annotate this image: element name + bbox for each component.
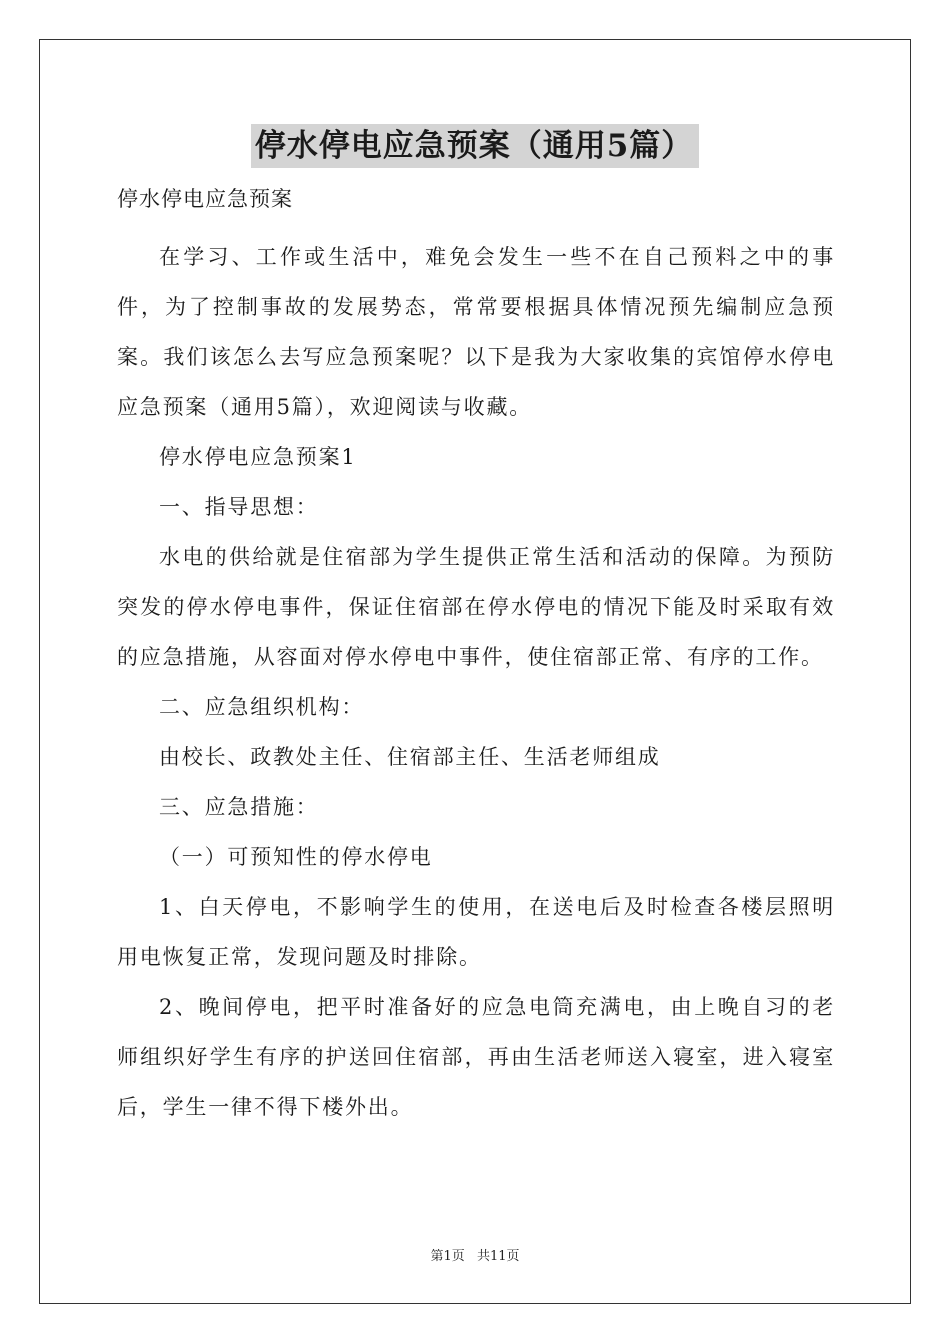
document-body <box>117 232 835 1132</box>
paragraph-organization: 由校长、政教处主任、住宿部主任、生活老师组成 <box>159 745 661 769</box>
paragraph-measure-2: 2、晚间停电，把平时准备好的应急电筒充满电，由上晚自习的老师组织好学生有序的护送回住宿部，再由生活老师送入寝室，进入寝室后，学生一律不得下楼外出。 <box>117 995 835 1119</box>
paragraph-heading-organization: 二、应急组织机构： <box>159 695 365 719</box>
title-wrap <box>0 124 950 168</box>
paragraph-heading-guiding: 一、指导思想： <box>159 495 319 519</box>
document-title: 停水停电应急预案（通用5篇） <box>251 124 700 168</box>
paragraph-measure-1: 1、白天停电，不影响学生的使用，在送电后及时检查各楼层照明用电恢复正常，发现问题及时排除。 <box>117 895 835 969</box>
paragraph-heading-measures: 三、应急措施： <box>159 795 319 819</box>
paragraph-guiding: 水电的供给就是住宿部为学生提供正常生活和活动的保障。为预防突发的停水停电事件，保证住宿部在停水停电的情况下能及时采取有效的应急措施，从容面对停水停电中事件，使住宿部正常、有序的工作。 <box>117 545 835 669</box>
page-total: 共11页 <box>476 1249 520 1264</box>
page-number: 第1页 <box>430 1249 465 1264</box>
page-footer <box>0 1248 950 1266</box>
document-subtitle: 停水停电应急预案 <box>117 187 293 211</box>
paragraph-subheading-predictable: （一）可预知性的停水停电 <box>159 845 433 869</box>
paragraph-intro: 在学习、工作或生活中，难免会发生一些不在自己预料之中的事件，为了控制事故的发展势态，常常要根据具体情况预先编制应急预案。我们该怎么去写应急预案呢？以下是我为大家收集的宾馆停水停电应急预案（通用5篇），欢迎阅读与收藏。 <box>117 245 835 419</box>
paragraph-section-heading: 停水停电应急预案1 <box>159 445 357 469</box>
